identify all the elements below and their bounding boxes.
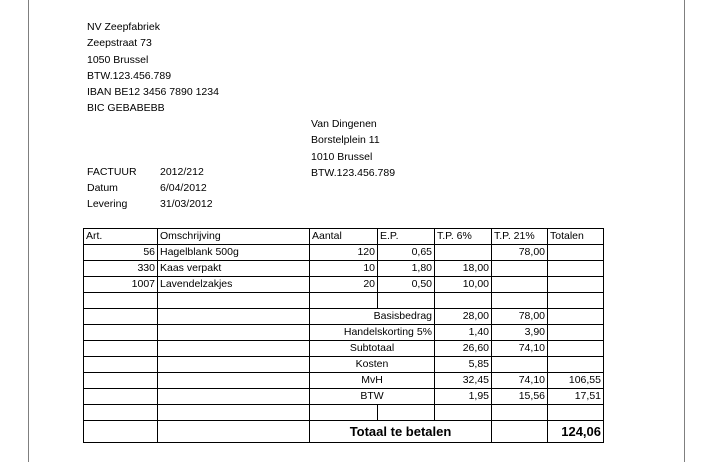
item-art: 330 [84, 261, 158, 277]
page-left-border [28, 0, 29, 462]
summary-tp21: 78,00 [492, 309, 548, 325]
summary-row-basisbedrag [84, 309, 604, 325]
summary-label: Basisbedrag [310, 309, 435, 325]
seller-name: NV Zeepfabriek [87, 21, 160, 33]
item-tp6: 18,00 [435, 261, 492, 277]
summary-row-btw [84, 389, 604, 405]
buyer-city: 1010 Brussel [311, 150, 373, 163]
item-ep: 0,65 [378, 245, 435, 261]
item-desc: Hagelblank 500g [158, 245, 310, 261]
summary-label: Kosten [310, 357, 435, 373]
buyer-vat: BTW.123.456.789 [311, 166, 396, 179]
invoice-table [83, 228, 604, 443]
header-art: Art. [84, 229, 158, 245]
summary-row-mvh [84, 373, 604, 389]
page-right-border [684, 0, 685, 462]
grand-total-row [84, 421, 604, 443]
item-qty: 10 [310, 261, 378, 277]
summary-total: 17,51 [548, 389, 604, 405]
empty-row [84, 293, 604, 309]
table-row [84, 245, 604, 261]
datum-value: 6/04/2012 [160, 182, 207, 194]
datum-label: Datum [87, 182, 118, 194]
summary-tp6: 1,95 [435, 389, 492, 405]
item-tp21: 78,00 [492, 245, 548, 261]
header-tp6: T.P. 6% [435, 229, 492, 245]
item-desc: Lavendelzakjes [158, 277, 310, 293]
summary-tp21: 15,56 [492, 389, 548, 405]
item-tp21 [492, 277, 548, 293]
item-art: 56 [84, 245, 158, 261]
summary-tp6: 26,60 [435, 341, 492, 357]
item-art: 1007 [84, 277, 158, 293]
item-total [548, 277, 604, 293]
levering-value: 31/03/2012 [160, 198, 213, 210]
buyer-name: Van Dingenen [311, 118, 377, 130]
summary-tp6: 5,85 [435, 357, 492, 373]
header-aantal: Aantal [310, 229, 378, 245]
seller-city: 1050 Brussel [87, 53, 149, 66]
summary-row-kosten [84, 357, 604, 373]
header-totalen: Totalen [548, 229, 604, 245]
summary-tp21: 3,90 [492, 325, 548, 341]
summary-tp21: 74,10 [492, 341, 548, 357]
item-tp21 [492, 261, 548, 277]
table-row [84, 261, 604, 277]
factuur-value: 2012/212 [160, 166, 204, 178]
summary-tp21 [492, 357, 548, 373]
item-ep: 0,50 [378, 277, 435, 293]
summary-row-handelskorting [84, 325, 604, 341]
summary-total [548, 325, 604, 341]
item-tp6: 10,00 [435, 277, 492, 293]
item-ep: 1,80 [378, 261, 435, 277]
empty-row [84, 405, 604, 421]
summary-total [548, 341, 604, 357]
summary-total [548, 357, 604, 373]
buyer-address [311, 116, 395, 181]
item-qty: 20 [310, 277, 378, 293]
grand-total-value: 124,06 [548, 421, 604, 443]
summary-total: 106,55 [548, 373, 604, 389]
table-header-row [84, 229, 604, 245]
factuur-label: FACTUUR [87, 166, 137, 178]
summary-tp6: 1,40 [435, 325, 492, 341]
item-tp6 [435, 245, 492, 261]
header-tp21: T.P. 21% [492, 229, 548, 245]
seller-street: Zeepstraat 73 [87, 37, 152, 50]
buyer-street: Borstelplein 11 [311, 134, 380, 147]
levering-label: Levering [87, 198, 128, 210]
table-row [84, 277, 604, 293]
summary-label: MvH [310, 373, 435, 389]
item-qty: 120 [310, 245, 378, 261]
header-ep: E.P. [378, 229, 435, 245]
summary-tp21: 74,10 [492, 373, 548, 389]
summary-row-subtotaal [84, 341, 604, 357]
seller-address [87, 19, 219, 117]
seller-vat: BTW.123.456.789 [87, 69, 172, 82]
header-omschrijving: Omschrijving [158, 229, 310, 245]
seller-iban: IBAN BE12 3456 7890 1234 [87, 86, 219, 99]
summary-label: Subtotaal [310, 341, 435, 357]
summary-label: BTW [310, 389, 435, 405]
summary-label: Handelskorting 5% [310, 325, 435, 341]
summary-total [548, 309, 604, 325]
item-desc: Kaas verpakt [158, 261, 310, 277]
summary-tp6: 32,45 [435, 373, 492, 389]
item-total [548, 261, 604, 277]
seller-bic: BIC GEBABEBB [87, 102, 165, 115]
item-total [548, 245, 604, 261]
summary-tp6: 28,00 [435, 309, 492, 325]
grand-total-label: Totaal te betalen [310, 421, 492, 443]
